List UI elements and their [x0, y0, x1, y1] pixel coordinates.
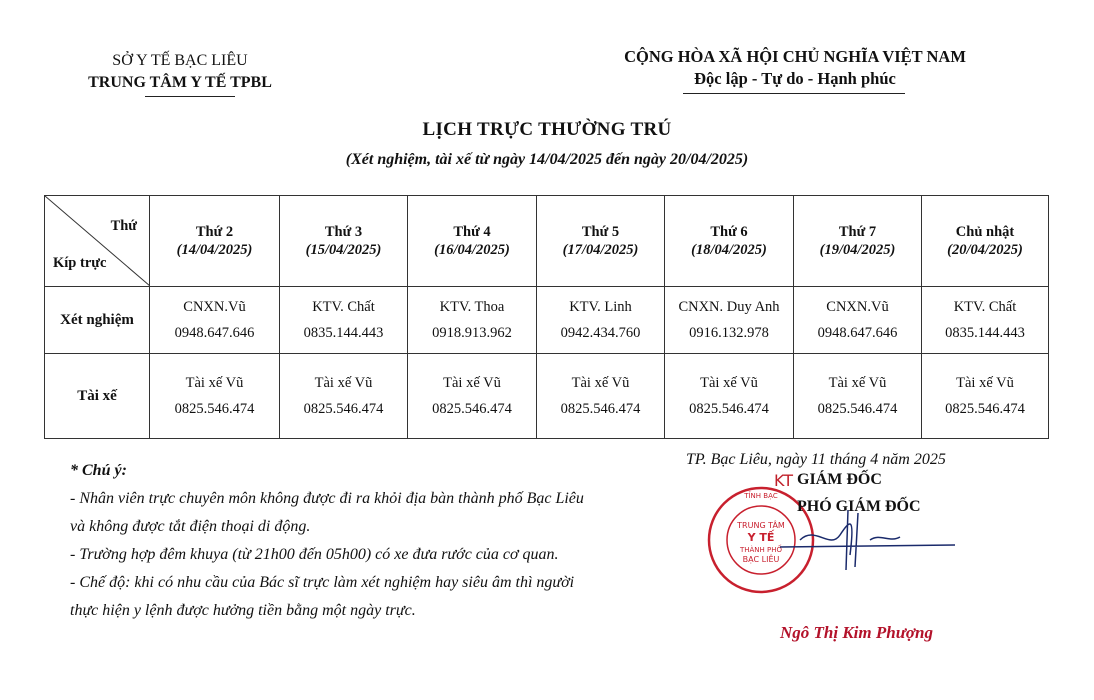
day-header	[280, 196, 408, 287]
svg-text:TỈNH BẠC: TỈNH BẠC	[744, 492, 778, 500]
svg-text:THÀNH PHỐ: THÀNH PHỐ	[739, 546, 783, 554]
table-cell	[408, 354, 537, 439]
staff-phone: 0835.144.443	[945, 325, 1025, 341]
motto-underline	[683, 93, 905, 94]
signer-role-director: GIÁM ĐỐC	[797, 471, 882, 488]
note-line: và không được tắt điện thoại di động.	[70, 518, 311, 535]
staff-phone: 0825.546.474	[945, 401, 1025, 417]
table-cell	[665, 354, 794, 439]
table-cell	[280, 354, 408, 439]
table-cell	[280, 287, 408, 354]
staff-phone: 0825.546.474	[689, 401, 769, 417]
staff-phone: 0916.132.978	[689, 325, 769, 341]
table-cell	[665, 287, 794, 354]
place-date: TP. Bạc Liêu, ngày 11 tháng 4 năm 2025	[686, 451, 946, 468]
staff-name: CNXN. Duy Anh	[678, 299, 780, 315]
organization-header	[50, 50, 310, 94]
day-date: (18/04/2025)	[691, 242, 767, 258]
day-header	[408, 196, 537, 287]
day-header	[794, 196, 922, 287]
national-header	[590, 46, 1000, 90]
day-name: Chủ nhật	[955, 224, 1015, 240]
day-header	[537, 196, 665, 287]
staff-name: Tài xế Vũ	[571, 375, 630, 391]
notes-section	[70, 457, 710, 625]
day-date: (15/04/2025)	[305, 242, 382, 258]
svg-text:BẠC LIÊU: BẠC LIÊU	[742, 555, 780, 564]
org-parent: SỞ Y TẾ BẠC LIÊU	[112, 52, 248, 69]
table-cell	[150, 287, 280, 354]
staff-phone: 0825.546.474	[817, 401, 898, 417]
day-header	[665, 196, 794, 287]
notes-heading: * Chú ý:	[70, 462, 127, 479]
corner-label-shift: Kíp trực	[53, 255, 107, 271]
staff-phone: 0825.546.474	[174, 401, 255, 417]
staff-name: Tài xế Vũ	[185, 375, 244, 391]
staff-phone: 0918.913.962	[432, 325, 512, 341]
staff-name: KTV. Chất	[312, 299, 375, 315]
staff-name: Tài xế Vũ	[828, 375, 887, 391]
kt-mark: KT	[774, 471, 794, 490]
note-line: - Chế độ: khi có nhu cầu của Bác sĩ trực làm xét nghiệm hay siêu âm thì người	[70, 574, 575, 591]
note-line: thực hiện y lệnh được hưởng tiền bằng một ngày trực.	[70, 602, 416, 619]
document-title: LỊCH TRỰC THƯỜNG TRÚ	[422, 119, 672, 140]
day-date: (16/04/2025)	[434, 242, 510, 258]
signer-role-deputy: PHÓ GIÁM ĐỐC	[797, 498, 921, 515]
corner-label-day: Thứ	[110, 218, 137, 234]
org-underline	[145, 96, 235, 97]
day-name: Thứ 2	[195, 224, 234, 240]
table-cell	[537, 354, 665, 439]
staff-phone: 0942.434.760	[560, 325, 641, 341]
diagonal-divider	[45, 196, 150, 286]
staff-phone: 0825.546.474	[560, 401, 641, 417]
document-subtitle: (Xét nghiệm, tài xế từ ngày 14/04/2025 đến ngày 20/04/2025)	[345, 151, 749, 168]
staff-phone: 0825.546.474	[303, 401, 384, 417]
staff-name: CNXN.Vũ	[183, 299, 246, 315]
staff-name: CNXN.Vũ	[826, 299, 889, 315]
table-cell	[408, 287, 537, 354]
org-name: TRUNG TÂM Y TẾ TPBL	[88, 74, 272, 91]
table-cell	[922, 287, 1049, 354]
table-row	[45, 287, 1049, 354]
national-title: CỘNG HÒA XÃ HỘI CHỦ NGHĨA VIỆT NAM	[624, 47, 966, 66]
day-date: (17/04/2025)	[562, 242, 639, 258]
signer-name: Ngô Thị Kim Phượng	[780, 623, 933, 642]
table-row	[45, 354, 1049, 439]
day-name: Thứ 6	[710, 224, 748, 240]
day-name: Thứ 4	[453, 224, 491, 240]
staff-name: Tài xế Vũ	[700, 375, 758, 391]
table-cell	[794, 287, 922, 354]
staff-phone: 0825.546.474	[432, 401, 512, 417]
staff-name: Tài xế Vũ	[314, 375, 373, 391]
staff-name: KTV. Linh	[569, 299, 632, 315]
day-date: (14/04/2025)	[176, 242, 253, 258]
national-motto: Độc lập - Tự do - Hạnh phúc	[694, 69, 896, 88]
note-line: - Trường hợp đêm khuya (từ 21h00 đến 05h00) có xe đưa rước của cơ quan.	[70, 546, 559, 563]
staff-name: Tài xế Vũ	[443, 375, 501, 391]
day-date: (20/04/2025)	[947, 242, 1023, 258]
table-cell	[150, 354, 280, 439]
svg-text:TRUNG TÂM: TRUNG TÂM	[737, 521, 785, 530]
schedule-table	[44, 195, 1049, 439]
day-header	[150, 196, 280, 287]
table-cell	[922, 354, 1049, 439]
day-date: (19/04/2025)	[819, 242, 896, 258]
row-label-driver: Tài xế	[45, 354, 150, 439]
row-label-lab: Xét nghiệm	[45, 287, 150, 354]
staff-name: KTV. Thoa	[439, 299, 505, 315]
table-cell	[537, 287, 665, 354]
staff-name: KTV. Chất	[953, 299, 1017, 315]
table-header-row	[45, 196, 1049, 287]
staff-phone: 0948.647.646	[174, 325, 255, 341]
day-name: Thứ 7	[838, 224, 877, 240]
handwritten-signature-icon	[760, 495, 960, 575]
day-name: Thứ 3	[324, 224, 363, 240]
staff-phone: 0948.647.646	[817, 325, 898, 341]
table-cell	[794, 354, 922, 439]
svg-text:Y TẾ: Y TẾ	[747, 531, 775, 544]
staff-phone: 0835.144.443	[303, 325, 384, 341]
staff-name: Tài xế Vũ	[956, 375, 1014, 391]
corner-cell	[45, 196, 150, 287]
note-line: - Nhân viên trực chuyên môn không được đi ra khỏi địa bàn thành phố Bạc Liêu	[70, 490, 584, 507]
day-name: Thứ 5	[581, 224, 620, 240]
day-header	[922, 196, 1049, 287]
